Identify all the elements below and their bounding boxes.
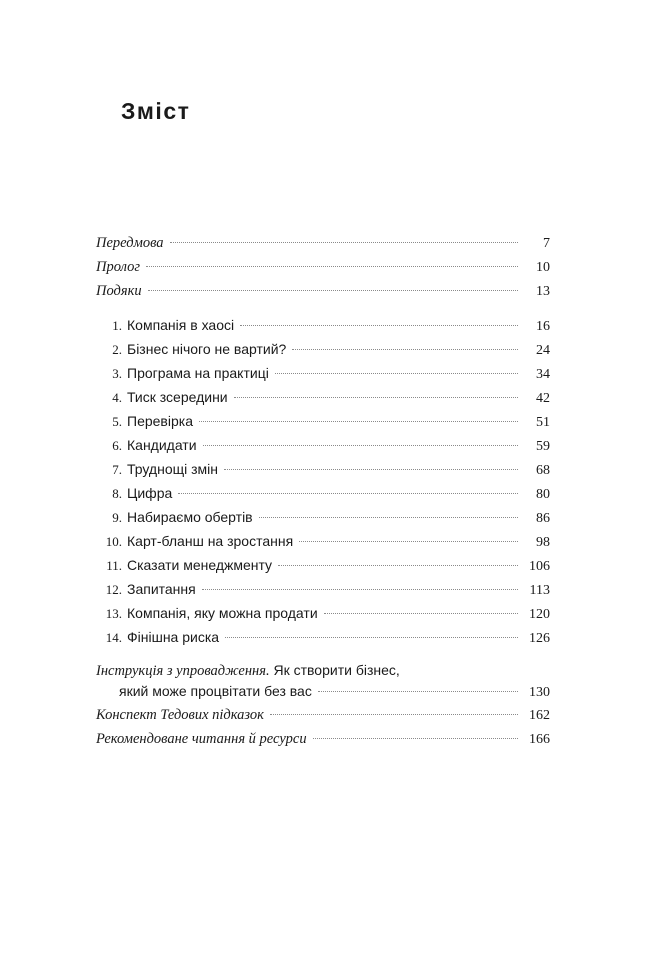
toc-chapter: [96, 387, 550, 407]
toc-entry-page: 7: [543, 236, 550, 251]
toc-chapter: [96, 339, 550, 359]
chapter-number: 2.: [112, 342, 122, 357]
toc-entry-page: 162: [529, 708, 550, 723]
leader-dots: [313, 738, 518, 739]
toc-entry-label: Передмова: [96, 235, 164, 251]
chapter-title: Тиск зсередини: [127, 389, 228, 405]
toc-entry: [96, 705, 550, 725]
chapter-number: 14.: [105, 630, 122, 645]
chapter-title: Бізнес нічого не вартий?: [127, 341, 287, 357]
chapter-page: 106: [529, 559, 550, 574]
toc-chapter: [96, 555, 550, 575]
leader-dots: [324, 613, 518, 614]
chapter-title: Програма на практиці: [127, 365, 269, 381]
toc-chapter: [96, 315, 550, 335]
toc-instruction-line1: [96, 660, 400, 681]
chapter-title: Кандидати: [127, 437, 197, 453]
chapter-page: 42: [536, 391, 550, 406]
leader-dots: [224, 469, 518, 470]
leader-dots: [318, 691, 518, 692]
toc-chapter: [96, 579, 550, 599]
chapter-number: 8.: [112, 486, 122, 501]
chapter-page: 113: [529, 583, 550, 598]
chapter-number: 11.: [106, 558, 122, 573]
chapter-page: 120: [529, 607, 550, 622]
chapter-title: Сказати менеджменту: [127, 557, 273, 573]
toc-entry: [96, 233, 550, 253]
chapter-number: 4.: [112, 390, 122, 405]
leader-dots: [259, 517, 518, 518]
chapter-page: 98: [536, 535, 550, 550]
instruction-rest: Як створити бізнес,: [269, 662, 400, 678]
chapter-number: 13.: [105, 606, 122, 621]
chapter-title: Запитання: [127, 581, 196, 597]
toc-chapter: [96, 603, 550, 623]
leader-dots: [299, 541, 518, 542]
toc-entry: [96, 281, 550, 301]
chapter-number: 7.: [112, 462, 122, 477]
leader-dots: [234, 397, 518, 398]
toc-entry-label: Рекомендоване читання й ресурси: [96, 731, 307, 747]
leader-dots: [203, 445, 518, 446]
toc-entry-page: 13: [536, 284, 550, 299]
chapter-number: 1.: [112, 318, 122, 333]
toc-chapter: [96, 627, 550, 647]
leader-dots: [178, 493, 518, 494]
leader-dots: [148, 290, 518, 291]
leader-dots: [275, 373, 518, 374]
chapter-title: Перевірка: [127, 413, 193, 429]
instruction-line2: який може процвітати без вас: [119, 683, 312, 699]
leader-dots: [225, 637, 518, 638]
leader-dots: [240, 325, 518, 326]
instruction-italic: Інструкція з упровадження.: [96, 663, 270, 679]
page-title: Зміст: [121, 98, 191, 124]
chapter-title: Карт-бланш на зростання: [127, 533, 294, 549]
toc-entry-page: 166: [529, 732, 550, 747]
chapter-number: 10.: [105, 534, 122, 549]
chapter-number: 9.: [112, 510, 122, 525]
chapter-page: 59: [536, 439, 550, 454]
toc-chapter: [96, 483, 550, 503]
leader-dots: [202, 589, 518, 590]
toc-entry-page: 130: [529, 685, 550, 700]
chapter-number: 5.: [112, 414, 122, 429]
toc-chapter: [96, 507, 550, 527]
chapter-page: 51: [536, 415, 550, 430]
chapter-title: Цифра: [127, 485, 173, 501]
toc-entry-page: 10: [536, 260, 550, 275]
toc-entry: [96, 729, 550, 749]
chapter-page: 86: [536, 511, 550, 526]
chapter-number: 6.: [112, 438, 122, 453]
toc-chapter: [96, 531, 550, 551]
toc-chapter: [96, 411, 550, 431]
toc-chapter: [96, 435, 550, 455]
leader-dots: [199, 421, 518, 422]
leader-dots: [170, 242, 518, 243]
toc-chapter: [96, 459, 550, 479]
chapter-title: Труднощі змін: [127, 461, 219, 477]
leader-dots: [146, 266, 518, 267]
leader-dots: [278, 565, 518, 566]
chapter-title: Компанія в хаосі: [127, 317, 235, 333]
toc-entry-label: Подяки: [96, 283, 142, 299]
chapter-page: 16: [536, 319, 550, 334]
chapter-page: 24: [536, 343, 550, 358]
toc-entry-label: Конспект Тедових підказок: [96, 707, 264, 723]
chapter-page: 68: [536, 463, 550, 478]
chapter-page: 126: [529, 631, 550, 646]
leader-dots: [270, 714, 518, 715]
chapter-title: Фінішна риска: [127, 629, 220, 645]
chapter-title: Компанія, яку можна продати: [127, 605, 318, 621]
toc-entry-label: Пролог: [96, 259, 141, 275]
chapter-page: 34: [536, 367, 550, 382]
leader-dots: [292, 349, 518, 350]
chapter-title: Набираємо обертів: [127, 509, 253, 525]
chapter-page: 80: [536, 487, 550, 502]
toc-entry: [96, 681, 550, 701]
chapter-number: 12.: [105, 582, 122, 597]
toc-entry: [96, 257, 550, 277]
toc-chapter: [96, 363, 550, 383]
chapter-number: 3.: [112, 366, 122, 381]
